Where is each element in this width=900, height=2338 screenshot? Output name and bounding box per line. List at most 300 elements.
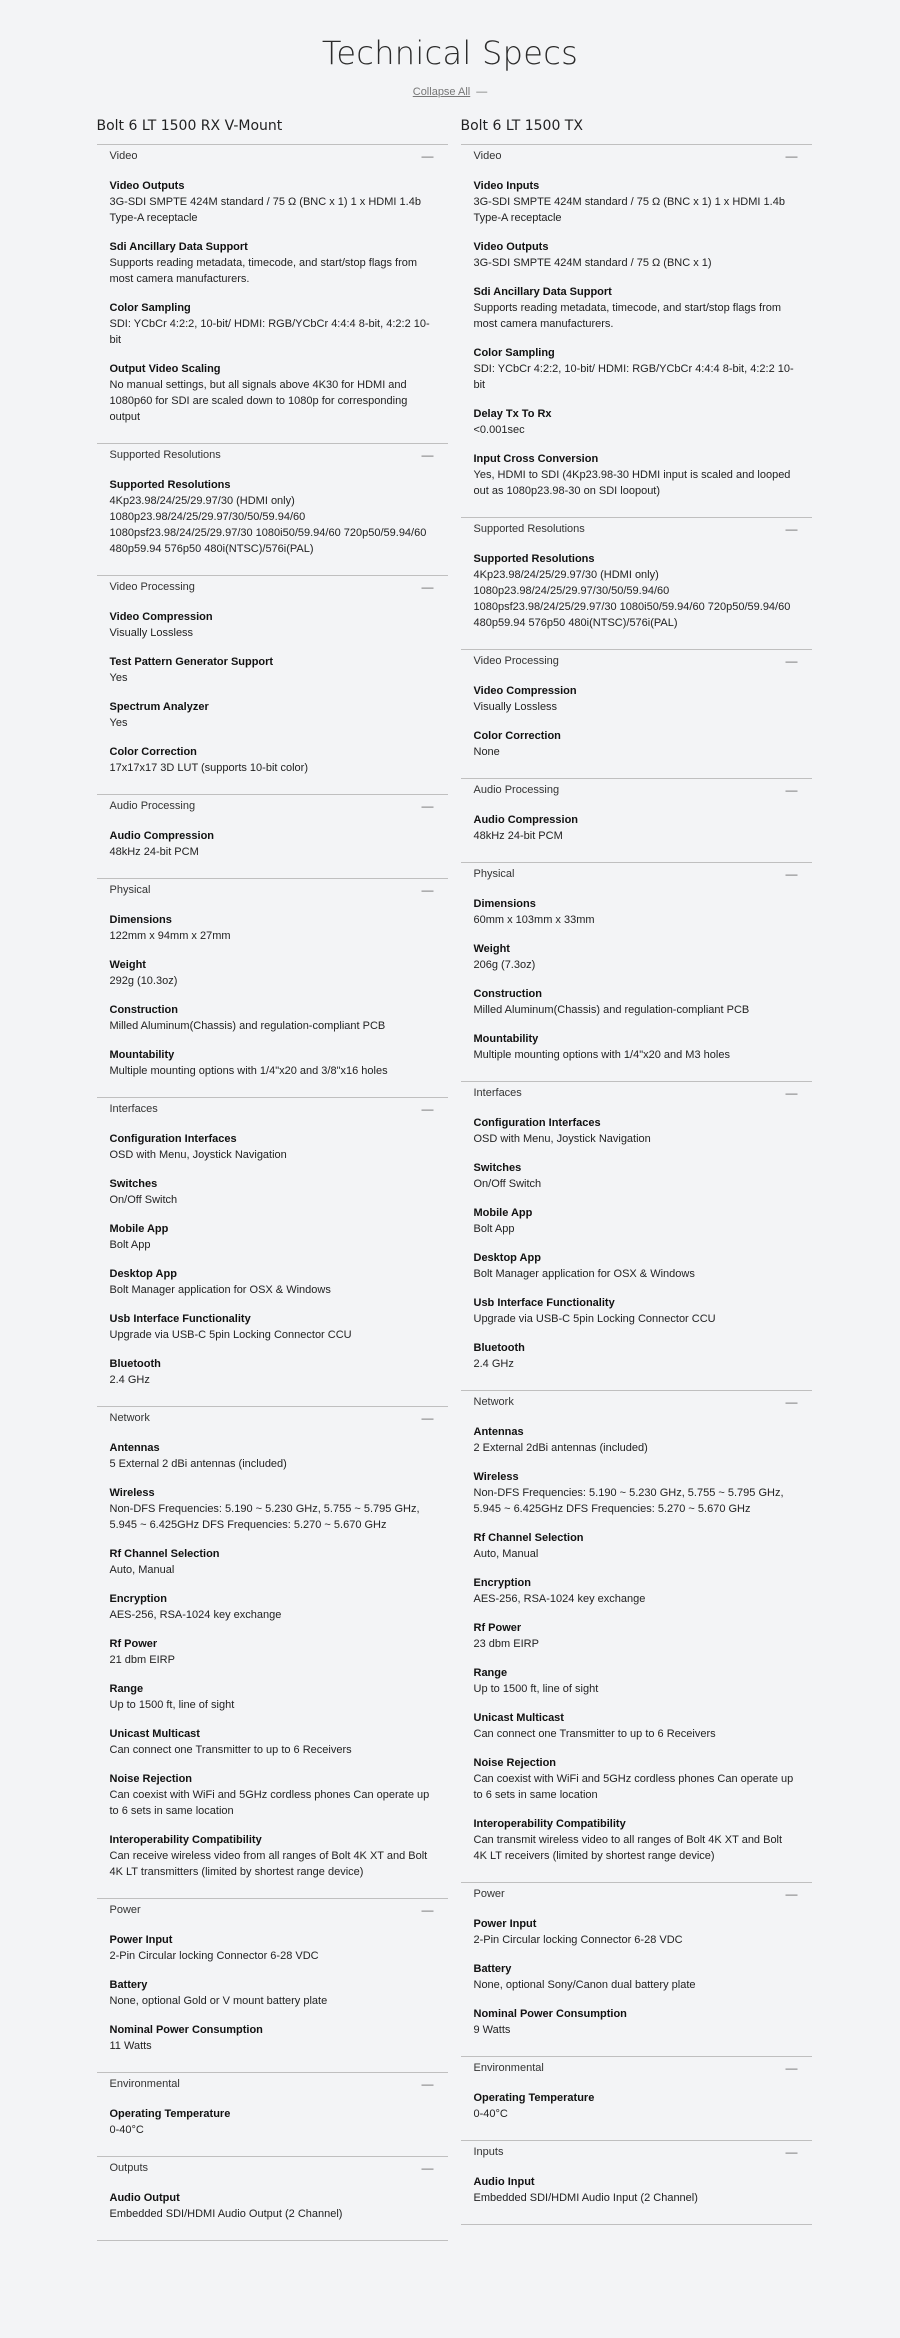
spec-label: Battery <box>473 1963 512 1975</box>
spec-item <box>110 362 435 425</box>
section-header[interactable] <box>461 650 812 672</box>
collapse-icon[interactable]: — <box>421 1903 434 1917</box>
spec-item <box>474 285 799 332</box>
spec-item <box>474 407 799 438</box>
spec-label: Audio Input <box>473 2176 535 2188</box>
section-title: Audio Processing <box>109 800 196 812</box>
section-title: Environmental <box>473 2062 544 2074</box>
spec-label: Usb Interface Functionality <box>109 1313 251 1325</box>
spec-label: Noise Rejection <box>473 1757 557 1769</box>
spec-item <box>474 684 799 715</box>
spec-value: 23 dbm EIRP <box>473 1638 539 1650</box>
spec-label: Range <box>473 1667 508 1679</box>
spec-label: Antennas <box>473 1426 524 1438</box>
spec-item <box>110 655 435 686</box>
spec-label: Encryption <box>473 1577 531 1589</box>
spec-item <box>474 1917 799 1948</box>
section-header[interactable] <box>97 576 448 598</box>
spec-item <box>110 179 435 226</box>
collapse-icon[interactable]: — <box>785 783 798 797</box>
section-header[interactable] <box>97 1407 448 1429</box>
collapse-icon[interactable]: — <box>785 867 798 881</box>
spec-item <box>110 1772 435 1819</box>
section-title: Network <box>109 1412 150 1424</box>
spec-value: None <box>473 746 500 758</box>
spec-value: 17x17x17 3D LUT (supports 10-bit color) <box>109 762 309 774</box>
spec-item <box>474 1296 799 1327</box>
spec-label: Color Correction <box>109 746 197 758</box>
spec-section <box>97 1097 448 1406</box>
spec-label: Spectrum Analyzer <box>109 701 209 713</box>
spec-value: 9 Watts <box>473 2024 511 2036</box>
spec-item <box>110 301 435 348</box>
spec-value: Supports reading metadata, timecode, and start/stop flags from most camera manufacturers. <box>473 302 782 330</box>
spec-value: Embedded SDI/HDMI Audio Input (2 Channel) <box>473 2192 698 2204</box>
spec-label: Switches <box>109 1178 158 1190</box>
spec-item <box>474 1470 799 1517</box>
collapse-all-icon[interactable]: — <box>476 86 488 98</box>
section-header[interactable] <box>461 863 812 885</box>
spec-value: Can coexist with WiFi and 5GHz cordless phones Can operate up to 6 sets in same location <box>473 1773 794 1801</box>
spec-section <box>461 144 812 517</box>
spec-value: Bolt Manager application for OSX & Windows <box>473 1268 695 1280</box>
spec-value: 0-40°C <box>109 2124 144 2136</box>
section-title: Supported Resolutions <box>473 523 585 535</box>
product-columns <box>89 118 812 2241</box>
spec-value: Can transmit wireless video to all ranges of Bolt 4K XT and Bolt 4K LT receivers (limited by shortest range device) <box>473 1834 783 1862</box>
spec-value: 3G-SDI SMPTE 424M standard / 75 Ω (BNC x 1) <box>473 257 712 269</box>
collapse-icon[interactable]: — <box>785 522 798 536</box>
product-name: Bolt 6 LT 1500 TX <box>460 118 583 134</box>
section-body <box>461 672 812 778</box>
section-title: Video <box>109 150 138 162</box>
section-title: Inputs <box>473 2146 504 2158</box>
spec-value: Non-DFS Frequencies: 5.190 ~ 5.230 GHz, 5.755 ~ 5.795 GHz, 5.945 ~ 6.425GHz DFS Frequencies: 5.270 ~ 5.670 GHz <box>473 1487 784 1515</box>
section-body <box>97 1921 448 2072</box>
spec-label: Rf Power <box>473 1622 522 1634</box>
section-header[interactable] <box>461 518 812 540</box>
spec-item <box>474 1621 799 1652</box>
collapse-icon[interactable]: — <box>785 1086 798 1100</box>
section-title: Interfaces <box>109 1103 158 1115</box>
spec-value: OSD with Menu, Joystick Navigation <box>109 1149 287 1161</box>
spec-label: Construction <box>473 988 542 1000</box>
spec-value: Yes <box>109 717 128 729</box>
spec-item <box>474 452 799 499</box>
spec-item <box>110 610 435 641</box>
spec-value: Bolt Manager application for OSX & Windows <box>109 1284 331 1296</box>
spec-label: Weight <box>473 943 510 955</box>
spec-label: Antennas <box>109 1442 160 1454</box>
section-header[interactable] <box>97 145 448 167</box>
spec-label: Mobile App <box>473 1207 533 1219</box>
spec-section <box>97 443 448 575</box>
collapse-icon[interactable]: — <box>421 1411 434 1425</box>
spec-item <box>110 1727 435 1758</box>
spec-item <box>110 1267 435 1298</box>
spec-section <box>461 2140 812 2225</box>
spec-item <box>110 1592 435 1623</box>
spec-value: Multiple mounting options with 1/4"x20 and 3/8"x16 holes <box>109 1065 388 1077</box>
spec-item <box>474 1666 799 1697</box>
spec-value: 2 External 2dBi antennas (included) <box>473 1442 648 1454</box>
section-title: Environmental <box>109 2078 180 2090</box>
section-header[interactable] <box>97 2157 448 2179</box>
spec-item <box>474 2007 799 2038</box>
collapse-icon[interactable]: — <box>421 149 434 163</box>
section-header[interactable] <box>461 145 812 167</box>
spec-label: Encryption <box>109 1593 167 1605</box>
spec-label: Video Inputs <box>473 180 540 192</box>
spec-value: Milled Aluminum(Chassis) and regulation-compliant PCB <box>109 1020 386 1032</box>
spec-item <box>110 1132 435 1163</box>
spec-label: Audio Compression <box>473 814 579 826</box>
section-header[interactable] <box>461 1391 812 1413</box>
spec-label: Desktop App <box>473 1252 541 1264</box>
spec-value: Visually Lossless <box>109 627 194 639</box>
spec-item <box>474 240 799 271</box>
spec-label: Nominal Power Consumption <box>109 2024 263 2036</box>
spec-item <box>474 1531 799 1562</box>
spec-value: Auto, Manual <box>109 1564 175 1576</box>
section-header[interactable] <box>97 879 448 901</box>
spec-item <box>474 1711 799 1742</box>
product-name: Bolt 6 LT 1500 RX V-Mount <box>96 118 283 134</box>
collapse-all-link[interactable]: Collapse All <box>412 86 471 98</box>
spec-value: 3G-SDI SMPTE 424M standard / 75 Ω (BNC x 1) 1 x HDMI 1.4b Type-A receptacle <box>109 196 421 224</box>
section-body <box>97 1120 448 1406</box>
section-body <box>461 801 812 862</box>
spec-label: Usb Interface Functionality <box>473 1297 615 1309</box>
spec-value: Upgrade via USB-C 5pin Locking Connector CCU <box>109 1329 352 1341</box>
section-body <box>461 1905 812 2056</box>
collapse-icon[interactable]: — <box>785 1395 798 1409</box>
spec-value: 48kHz 24-bit PCM <box>473 830 563 842</box>
spec-item <box>474 987 799 1018</box>
spec-value: 21 dbm EIRP <box>109 1654 175 1666</box>
spec-label: Unicast Multicast <box>473 1712 564 1724</box>
spec-item <box>474 729 799 760</box>
section-body <box>461 1413 812 1882</box>
spec-section <box>97 878 448 1097</box>
spec-value: Upgrade via USB-C 5pin Locking Connector CCU <box>473 1313 716 1325</box>
section-body <box>97 167 448 443</box>
spec-label: Unicast Multicast <box>109 1728 200 1740</box>
spec-item <box>110 1978 435 2009</box>
section-body <box>97 466 448 575</box>
spec-section <box>97 144 448 443</box>
spec-label: Video Outputs <box>109 180 185 192</box>
spec-item <box>474 1206 799 1237</box>
section-body <box>461 1104 812 1390</box>
spec-value: 0-40°C <box>473 2108 508 2120</box>
spec-label: Switches <box>473 1162 522 1174</box>
spec-item <box>474 552 799 631</box>
spec-label: Audio Output <box>109 2192 180 2204</box>
collapse-icon[interactable]: — <box>421 2161 434 2175</box>
spec-label: Construction <box>109 1004 178 1016</box>
spec-value: Yes <box>109 672 128 684</box>
spec-value: Yes, HDMI to SDI (4Kp23.98-30 HDMI input is scaled and looped out as 1080p23.98-30 on SDI loopout) <box>473 469 791 497</box>
spec-value: 11 Watts <box>109 2040 152 2052</box>
spec-label: Input Cross Conversion <box>473 453 599 465</box>
collapse-icon[interactable]: — <box>421 1102 434 1116</box>
section-title: Physical <box>109 884 151 896</box>
section-title: Power <box>473 1888 505 1900</box>
spec-value: 2-Pin Circular locking Connector 6-28 VDC <box>109 1950 319 1962</box>
section-header[interactable] <box>461 2057 812 2079</box>
collapse-icon[interactable]: — <box>421 883 434 897</box>
spec-item <box>474 1817 799 1864</box>
spec-label: Mountability <box>473 1033 539 1045</box>
spec-label: Bluetooth <box>473 1342 525 1354</box>
spec-label: Interoperability Compatibility <box>109 1834 262 1846</box>
spec-value: Bolt App <box>473 1223 515 1235</box>
section-body <box>461 167 812 517</box>
spec-item <box>110 1441 435 1472</box>
spec-label: Video Compression <box>109 611 213 623</box>
spec-item <box>110 1682 435 1713</box>
collapse-icon[interactable]: — <box>785 149 798 163</box>
section-body <box>97 901 448 1097</box>
spec-section <box>97 1406 448 1898</box>
spec-label: Operating Temperature <box>473 2092 595 2104</box>
spec-label: Delay Tx To Rx <box>473 408 552 420</box>
spec-item <box>110 1547 435 1578</box>
section-body <box>97 2179 448 2240</box>
spec-value: 5 External 2 dBi antennas (included) <box>109 1458 287 1470</box>
spec-label: Sdi Ancillary Data Support <box>109 241 248 253</box>
spec-label: Video Compression <box>473 685 577 697</box>
spec-item <box>474 1756 799 1803</box>
section-header[interactable] <box>461 1883 812 1905</box>
spec-value: 292g (10.3oz) <box>109 975 178 987</box>
spec-value: Supports reading metadata, timecode, and start/stop flags from most camera manufacturers. <box>109 257 418 285</box>
spec-label: Audio Compression <box>109 830 215 842</box>
spec-value: <0.001sec <box>473 424 525 436</box>
spec-label: Rf Channel Selection <box>109 1548 220 1560</box>
product-column <box>97 118 448 2241</box>
spec-item <box>474 1962 799 1993</box>
section-header[interactable] <box>97 1098 448 1120</box>
section-title: Video <box>473 150 502 162</box>
spec-label: Supported Resolutions <box>473 553 595 565</box>
spec-item <box>110 1177 435 1208</box>
spec-value: OSD with Menu, Joystick Navigation <box>473 1133 651 1145</box>
section-header[interactable] <box>97 2073 448 2095</box>
spec-label: Desktop App <box>109 1268 177 1280</box>
spec-value: None, optional Sony/Canon dual battery plate <box>473 1979 696 1991</box>
spec-label: Power Input <box>473 1918 537 1930</box>
spec-section <box>461 1081 812 1390</box>
spec-item <box>110 958 435 989</box>
spec-section <box>97 575 448 794</box>
spec-item <box>110 478 435 557</box>
spec-section <box>97 1898 448 2072</box>
spec-section <box>97 2072 448 2156</box>
spec-label: Test Pattern Generator Support <box>109 656 274 668</box>
section-header[interactable] <box>461 779 812 801</box>
spec-value: Can coexist with WiFi and 5GHz cordless phones Can operate up to 6 sets in same location <box>109 1789 430 1817</box>
spec-label: Battery <box>109 1979 148 1991</box>
spec-label: Nominal Power Consumption <box>473 2008 627 2020</box>
collapse-icon[interactable]: — <box>785 2061 798 2075</box>
spec-item <box>110 2107 435 2138</box>
spec-label: Wireless <box>109 1487 155 1499</box>
page-title: Technical Specs <box>321 34 579 72</box>
section-title: Power <box>109 1904 141 1916</box>
spec-value: Auto, Manual <box>473 1548 539 1560</box>
spec-section <box>461 517 812 649</box>
spec-label: Wireless <box>473 1471 519 1483</box>
spec-item <box>474 1116 799 1147</box>
section-body <box>97 817 448 878</box>
section-header[interactable] <box>97 1899 448 1921</box>
spec-item <box>110 1357 435 1388</box>
spec-item <box>110 2023 435 2054</box>
section-body <box>461 885 812 1081</box>
spec-section <box>461 862 812 1081</box>
spec-label: Noise Rejection <box>109 1773 193 1785</box>
spec-label: Operating Temperature <box>109 2108 231 2120</box>
spec-item <box>474 1425 799 1456</box>
spec-value: On/Off Switch <box>473 1178 542 1190</box>
spec-item <box>110 1222 435 1253</box>
spec-item <box>110 1833 435 1880</box>
collapse-icon[interactable]: — <box>785 2145 798 2159</box>
spec-section <box>97 2156 448 2241</box>
spec-item <box>474 1576 799 1607</box>
section-body <box>461 2079 812 2140</box>
section-body <box>97 598 448 794</box>
section-title: Video Processing <box>109 581 195 593</box>
spec-item <box>474 2091 799 2122</box>
collapse-icon[interactable]: — <box>421 799 434 813</box>
spec-label: Dimensions <box>109 914 172 926</box>
spec-value: AES-256, RSA-1024 key exchange <box>109 1609 282 1621</box>
spec-label: Output Video Scaling <box>109 363 221 375</box>
spec-section <box>461 1882 812 2056</box>
section-title: Outputs <box>109 2162 149 2174</box>
section-body <box>461 2163 812 2224</box>
spec-value: Non-DFS Frequencies: 5.190 ~ 5.230 GHz, 5.755 ~ 5.795 GHz, 5.945 ~ 6.425GHz DFS Frequencies: 5.270 ~ 5.670 GHz <box>109 1503 420 1531</box>
spec-item <box>110 829 435 860</box>
spec-value: 48kHz 24-bit PCM <box>109 846 199 858</box>
spec-value: 122mm x 94mm x 27mm <box>109 930 231 942</box>
spec-label: Video Outputs <box>473 241 549 253</box>
spec-item <box>110 913 435 944</box>
spec-item <box>110 2191 435 2222</box>
spec-label: Sdi Ancillary Data Support <box>473 286 612 298</box>
spec-label: Supported Resolutions <box>109 479 231 491</box>
spec-value: 60mm x 103mm x 33mm <box>473 914 595 926</box>
spec-section <box>461 1390 812 1882</box>
spec-value: Milled Aluminum(Chassis) and regulation-compliant PCB <box>473 1004 750 1016</box>
spec-item <box>474 942 799 973</box>
spec-label: Color Sampling <box>109 302 191 314</box>
collapse-icon[interactable]: — <box>421 580 434 594</box>
spec-value: 2.4 GHz <box>473 1358 514 1370</box>
spec-value: None, optional Gold or V mount battery plate <box>109 1995 328 2007</box>
section-header[interactable] <box>461 1082 812 1104</box>
spec-item <box>110 700 435 731</box>
spec-value: 206g (7.3oz) <box>473 959 536 971</box>
spec-label: Mountability <box>109 1049 175 1061</box>
spec-item <box>474 2175 799 2206</box>
spec-value: Embedded SDI/HDMI Audio Output (2 Channel) <box>109 2208 343 2220</box>
section-header[interactable] <box>97 795 448 817</box>
section-title: Supported Resolutions <box>109 449 221 461</box>
section-title: Video Processing <box>473 655 559 667</box>
spec-label: Weight <box>109 959 146 971</box>
section-header[interactable] <box>97 444 448 466</box>
spec-value: Can receive wireless video from all ranges of Bolt 4K XT and Bolt 4K LT transmitters (limited by shortest range device) <box>109 1850 428 1878</box>
product-column <box>461 118 812 2241</box>
spec-value: SDI: YCbCr 4:2:2, 10-bit/ HDMI: RGB/YCbCr 4:4:4 8-bit, 4:2:2 10-bit <box>109 318 430 346</box>
spec-value: Up to 1500 ft, line of sight <box>109 1699 235 1711</box>
spec-value: 2-Pin Circular locking Connector 6-28 VDC <box>473 1934 683 1946</box>
spec-item <box>110 240 435 287</box>
spec-label: Bluetooth <box>109 1358 161 1370</box>
spec-label: Dimensions <box>473 898 536 910</box>
collapse-icon[interactable]: — <box>421 2077 434 2091</box>
spec-value: 2.4 GHz <box>109 1374 150 1386</box>
spec-item <box>110 1933 435 1964</box>
spec-value: Can connect one Transmitter to up to 6 Receivers <box>109 1744 352 1756</box>
spec-item <box>110 745 435 776</box>
spec-label: Mobile App <box>109 1223 169 1235</box>
section-body <box>461 540 812 649</box>
spec-item <box>474 179 799 226</box>
spec-item <box>110 1003 435 1034</box>
section-body <box>97 1429 448 1898</box>
spec-item <box>474 346 799 393</box>
collapse-all-control <box>0 86 900 98</box>
section-header[interactable] <box>461 2141 812 2163</box>
spec-value: Bolt App <box>109 1239 151 1251</box>
spec-value: AES-256, RSA-1024 key exchange <box>473 1593 646 1605</box>
spec-item <box>474 1341 799 1372</box>
spec-label: Color Correction <box>473 730 561 742</box>
spec-value: No manual settings, but all signals above 4K30 for HDMI and 1080p60 for SDI are scaled down to 1080p for corresponding output <box>109 379 408 423</box>
section-title: Physical <box>473 868 515 880</box>
spec-label: Rf Power <box>109 1638 158 1650</box>
spec-item <box>474 1161 799 1192</box>
spec-value: Up to 1500 ft, line of sight <box>473 1683 599 1695</box>
collapse-icon[interactable]: — <box>785 1887 798 1901</box>
spec-label: Color Sampling <box>473 347 555 359</box>
spec-item <box>474 1251 799 1282</box>
spec-label: Configuration Interfaces <box>473 1117 601 1129</box>
spec-item <box>474 813 799 844</box>
spec-item <box>110 1048 435 1079</box>
section-title: Interfaces <box>473 1087 522 1099</box>
collapse-icon[interactable]: — <box>785 654 798 668</box>
collapse-icon[interactable]: — <box>421 448 434 462</box>
spec-section <box>97 794 448 878</box>
spec-section <box>461 649 812 778</box>
spec-item <box>474 1032 799 1063</box>
spec-label: Rf Channel Selection <box>473 1532 584 1544</box>
spec-value: 4Kp23.98/24/25/29.97/30 (HDMI only) 1080p23.98/24/25/29.97/30/50/59.94/60 1080psf23.98/24/25/29.97/30 1080i50/59.94/60 720p50/59.94/60 480p59.94 576p50 480i(NTSC)/576i(PAL) <box>109 495 427 555</box>
spec-value: 4Kp23.98/24/25/29.97/30 (HDMI only) 1080p23.98/24/25/29.97/30/50/59.94/60 1080psf23.98/24/25/29.97/30 1080i50/59.94/60 720p50/59.94/60 480p59.94 576p50 480i(NTSC)/576i(PAL) <box>473 569 791 629</box>
spec-label: Power Input <box>109 1934 173 1946</box>
spec-item <box>110 1486 435 1533</box>
spec-value: 3G-SDI SMPTE 424M standard / 75 Ω (BNC x 1) 1 x HDMI 1.4b Type-A receptacle <box>473 196 785 224</box>
spec-label: Interoperability Compatibility <box>473 1818 626 1830</box>
spec-value: Multiple mounting options with 1/4"x20 and M3 holes <box>473 1049 730 1061</box>
spec-value: Can connect one Transmitter to up to 6 Receivers <box>473 1728 716 1740</box>
